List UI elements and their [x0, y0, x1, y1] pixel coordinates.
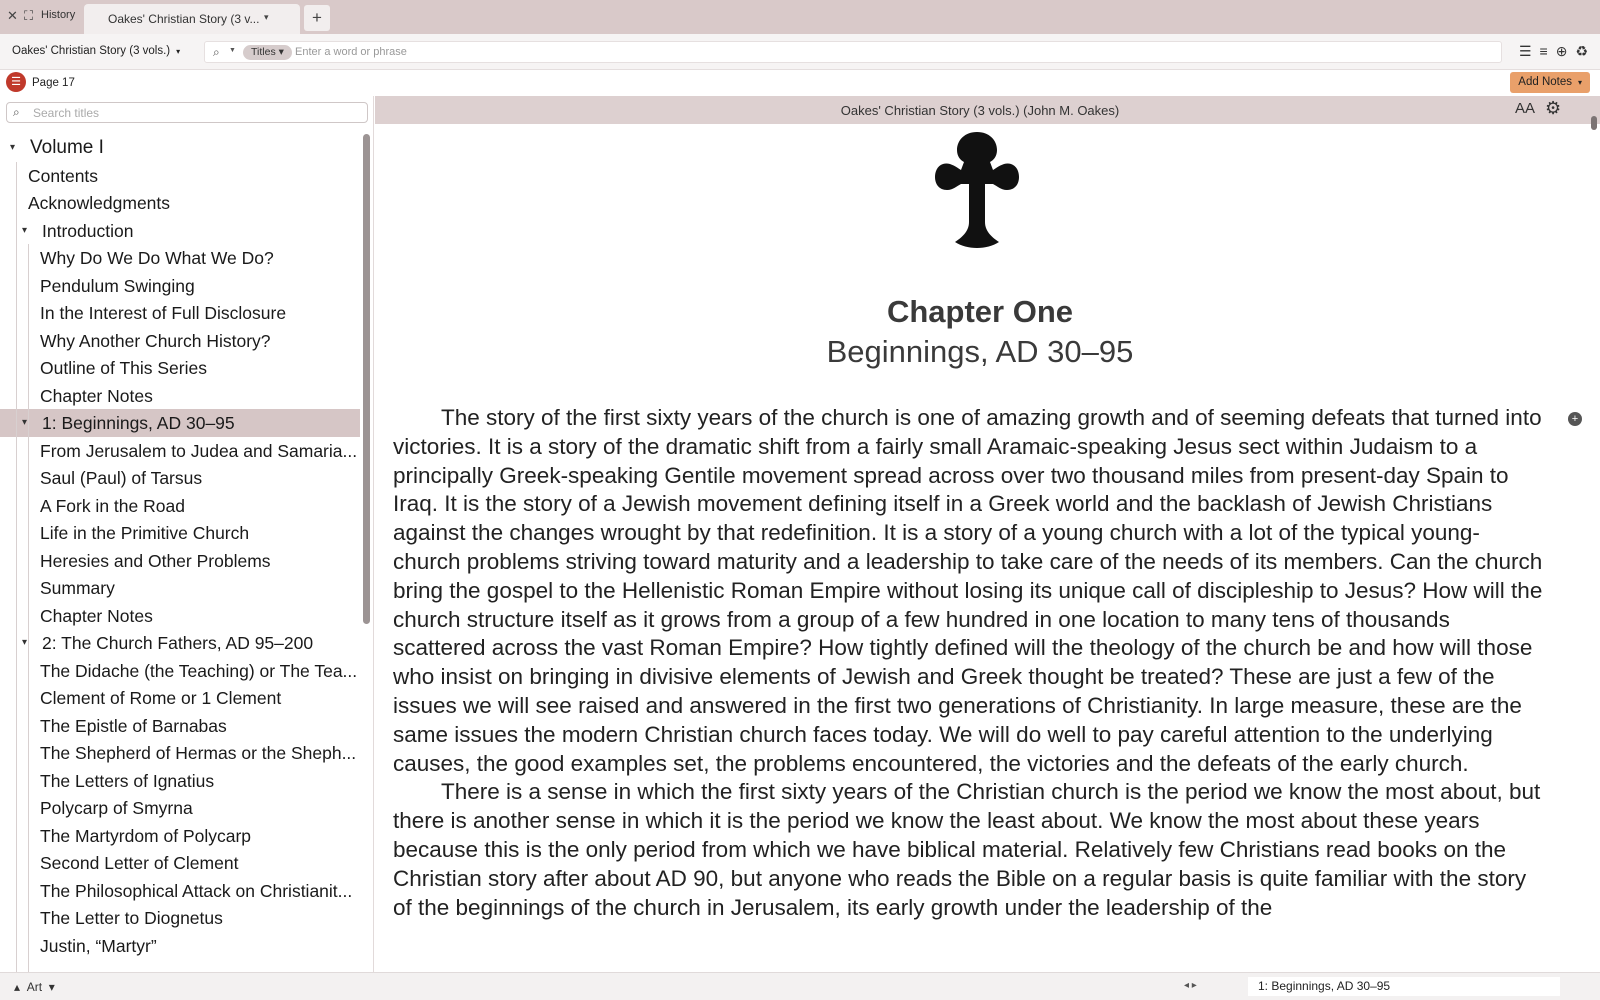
prev-next-arrows-icon[interactable]: ◂ ▸ — [1184, 980, 1197, 991]
search-icon: ⌕ — [13, 105, 20, 119]
reader-pane — [375, 96, 1600, 972]
font-size-icon[interactable]: AA — [1515, 100, 1536, 117]
text-list-icon[interactable]: ≡ — [1539, 43, 1548, 59]
toc-item[interactable] — [0, 932, 360, 960]
contents-list-icon[interactable]: ☰ — [6, 72, 26, 92]
tree-guide-line — [28, 244, 29, 972]
toc-item-label: From Jerusalem to Judea and Samaria... — [40, 440, 358, 461]
toc-item[interactable] — [0, 822, 360, 850]
chevron-down-icon[interactable]: ▾ — [22, 637, 28, 648]
resource-label: Oakes' Christian Story (3 vols.) — [12, 45, 171, 57]
chevron-down-icon: ▾ — [176, 47, 181, 56]
toc-item[interactable] — [0, 492, 360, 520]
new-tab-button[interactable]: + — [304, 5, 330, 31]
toc-item[interactable] — [0, 877, 360, 905]
chevron-down-icon: ▾ — [1577, 78, 1582, 87]
title-search — [6, 102, 368, 123]
up-arrow-icon: ▴ — [14, 980, 21, 994]
toc-item[interactable] — [0, 244, 360, 272]
chevron-down-icon[interactable]: ▾ — [264, 12, 269, 22]
toc-item[interactable] — [0, 767, 360, 795]
chapter-title: Beginnings, AD 30–95 — [826, 334, 1134, 369]
table-of-contents-sidebar — [0, 96, 374, 972]
toc-item-label: Chapter Notes — [40, 605, 153, 626]
toc-item-label: Second Letter of Clement — [40, 853, 239, 873]
toc-item[interactable] — [0, 134, 360, 162]
toc-item-label: Clement of Rome or 1 Clement — [40, 688, 282, 708]
art-selector[interactable] — [14, 980, 55, 994]
toc-item-label: Volume I — [30, 137, 104, 158]
toc-item[interactable] — [0, 794, 360, 822]
toc-item-label: The Epistle of Barnabas — [40, 715, 227, 736]
toc-item-label: Chapter Notes — [40, 385, 153, 406]
toc-item[interactable] — [0, 327, 360, 355]
add-note-icon[interactable]: + — [1568, 412, 1582, 426]
toolbar-icons — [1511, 43, 1588, 60]
search-icon[interactable]: ⌕ — [213, 45, 220, 59]
search-mode-pill[interactable]: Titles ▾ — [243, 45, 292, 60]
toc-item-label: In the Interest of Full Disclosure — [40, 303, 287, 323]
resource-selector[interactable] — [12, 45, 180, 57]
chevron-down-icon[interactable]: ▾ — [10, 142, 16, 153]
page-row — [0, 70, 1600, 96]
toc-item-label: Why Another Church History? — [40, 330, 271, 351]
tab-label: Oakes' Christian Story (3 v... — [108, 12, 260, 26]
sidebar-scrollbar[interactable] — [363, 134, 370, 624]
chevron-down-icon[interactable]: ▼ — [229, 47, 236, 54]
close-icon[interactable]: ✕ — [7, 8, 18, 23]
toc-item[interactable] — [0, 382, 360, 410]
toc-item-label: The Martyrdom of Polycarp — [40, 825, 252, 846]
toc-item-label: The Didache (the Teaching) or The Tea... — [40, 660, 358, 681]
toc-item-label: Heresies and Other Problems — [40, 550, 271, 571]
toc-item-label: The Philosophical Attack on Christianit... — [40, 880, 353, 901]
toc-item[interactable] — [0, 739, 360, 767]
toc-item[interactable] — [0, 657, 360, 685]
cross-ornament-icon — [935, 132, 1019, 248]
toc-item-label: The Shepherd of Hermas or the Sheph... — [40, 743, 357, 763]
toc-item[interactable] — [0, 629, 360, 657]
chevron-down-icon[interactable]: ▾ — [22, 417, 28, 428]
tree-guide-line — [16, 162, 17, 973]
gear-icon[interactable]: ⚙ — [1545, 98, 1562, 118]
resource-tab[interactable] — [84, 4, 300, 34]
toc-item-label: Introduction — [42, 220, 134, 241]
toc-item-label: Saul (Paul) of Tarsus — [40, 468, 203, 488]
chevron-down-icon[interactable]: ▾ — [22, 224, 28, 236]
toc-item[interactable] — [0, 684, 360, 712]
toc-item[interactable] — [0, 574, 360, 602]
toc-item-label: Acknowledgments — [28, 193, 171, 213]
toc-item-label: 1: Beginnings, AD 30–95 — [42, 413, 235, 433]
recycle-icon[interactable]: ♻ — [1575, 43, 1588, 59]
toc-item-label: The Letters of Ignatius — [40, 770, 215, 791]
title-search-input[interactable] — [33, 105, 353, 120]
toc-item[interactable] — [0, 162, 360, 190]
history-button[interactable]: History — [41, 9, 76, 21]
add-notes-button[interactable] — [1510, 72, 1590, 93]
toc-item[interactable] — [0, 189, 360, 217]
toc-item-label: Pendulum Swinging — [40, 275, 195, 296]
reader-header — [375, 96, 1600, 124]
toc-item-label: Summary — [40, 578, 115, 598]
toc-item-label: Polycarp of Smyrna — [40, 798, 193, 818]
fullscreen-icon[interactable]: ⛶ — [24, 8, 34, 23]
chapter-body — [393, 404, 1543, 922]
reader-scrollbar[interactable] — [1591, 116, 1597, 130]
toc-item[interactable] — [0, 547, 360, 575]
toc-item-label: Outline of This Series — [40, 358, 207, 378]
toc-item[interactable] — [0, 409, 360, 437]
toc-item[interactable] — [0, 849, 360, 877]
location-field[interactable]: 1: Beginnings, AD 30–95 — [1248, 977, 1560, 996]
paragraph: There is a sense in which the first sixty years of the Christian church is the period we know the most about, but there is another sense in which it is the period we know the least about. We know the most about these years because this is the only period from which we have biblical material. Relatively few Christians read books on the Christian story after about AD 90, but anyone who reads the Bible on a regular basis is quite familiar with the story of the beginnings of the church in Jerusalem, its early growth under the leadership of the — [393, 779, 1541, 920]
toc-item[interactable] — [0, 519, 360, 547]
add-circle-icon[interactable]: ⊕ — [1555, 43, 1568, 59]
art-label: Art — [26, 980, 43, 994]
toc-item-label: Life in the Primitive Church — [40, 523, 250, 543]
toc-item-label: Why Do We Do What We Do? — [40, 248, 274, 268]
menu-lines-icon[interactable]: ☰ — [1518, 43, 1532, 59]
search-input[interactable] — [295, 44, 1485, 60]
reader-title: Oakes' Christian Story (3 vols.) (John M. Oakes) — [840, 103, 1120, 118]
toc-item-label: Justin, “Martyr” — [40, 935, 157, 956]
toc-item[interactable] — [0, 354, 360, 382]
status-bar — [0, 972, 1600, 1000]
chevron-down-icon: ▾ — [48, 980, 55, 994]
search-bar — [204, 41, 1502, 63]
toc-item[interactable] — [0, 217, 360, 245]
page-label: Page 17 — [32, 77, 75, 89]
toc-item[interactable] — [0, 272, 360, 300]
toc-item-label: A Fork in the Road — [40, 495, 185, 516]
chapter-number: Chapter One — [886, 294, 1074, 329]
toc-item-label: The Letter to Diognetus — [40, 908, 223, 928]
add-notes-label: Add Notes — [1518, 76, 1572, 88]
paragraph: The story of the first sixty years of the church is one of amazing growth and of seeming defeats that turned into victories. It is a story of the dramatic shift from a fairly small Aramaic-speaking Jesus sect within Judaism to a principally Greek-speaking Gentile movement spread across over two thousand miles from present-day Spain to Iraq. It is the story of a Jewish movement defining itself in a Greek world and the backlash of Jewish Christians against the changes wrought by that redefinition. It is a story of a young church with a lot of the typical young-church problems striving toward maturity and a leadership to take care of the needs of its members. Can the church bring the gospel to the Hellenistic Roman Empire without losing its unique call of discipleship to Jesus? How will the church structure itself as it grows from a group of a few hundred in one location to many tens of thousands scattered across the vast Roman Empire? How tightly defined will the theology of the church be and how will those who insist on bringing in divisive elements of Jewish and Greek thought be treated? These are just a few of the issues we will see raised and answered in the first two generations of Christianity. In large measure, these are the same issues the modern Christian church faces today. We will do well to pay careful attention to the underlying causes, the good examples set, the problems encountered, the victories and the defeats of the early church. — [393, 405, 1543, 776]
toc-item-label: 2: The Church Fathers, AD 95–200 — [42, 633, 314, 653]
toc-item-label: Contents — [28, 165, 99, 186]
toc-item[interactable] — [0, 437, 360, 465]
toc-item[interactable] — [0, 464, 360, 492]
toc-item[interactable] — [0, 712, 360, 740]
toolbar — [0, 34, 1600, 70]
tab-bar — [0, 0, 1600, 34]
toc-item[interactable] — [0, 602, 360, 630]
toc-item[interactable] — [0, 299, 360, 327]
toc-item[interactable] — [0, 904, 360, 932]
